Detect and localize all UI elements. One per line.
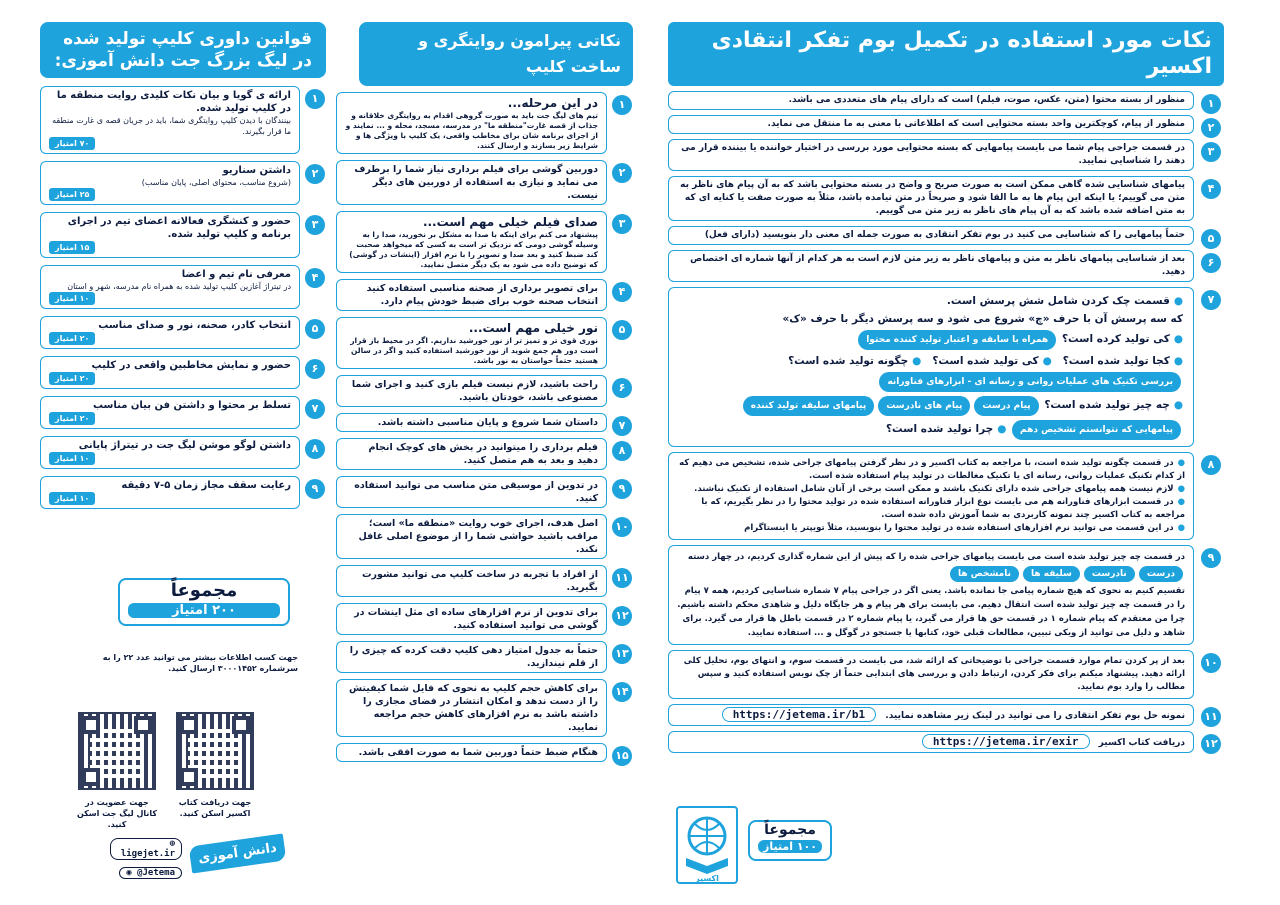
rule-detail: بینندگان با دیدن کلیپ روایتگری شما، باید در جریان قصه ی غارت منطقه ما قرار بگیرند. — [52, 116, 291, 136]
social-handle[interactable]: ◉ @Jetema — [119, 867, 182, 879]
tip-text: حتماً به جدول امتیاز دهی کلیپ دقت کرده که چیزی را از قلم نینداز‌ید. — [349, 645, 598, 669]
exir-logo-text: اکسیر — [695, 874, 719, 883]
canvas-tip-4 — [668, 176, 1215, 221]
website-link[interactable]: ⊕ ligejet.ir — [110, 838, 182, 860]
answer-tag: بررسی تکنیک های عملیات روانی و رسانه ای - ابزارهای فناورانه — [879, 372, 1181, 392]
channel-qr-code[interactable] — [78, 712, 156, 790]
rule-number: ۱ — [305, 89, 325, 109]
tip-title: نور خیلی مهم است... — [468, 321, 598, 335]
canvas-tip-2 — [668, 115, 1215, 134]
category-tag: سلیقه ها — [1023, 566, 1080, 582]
tip-number: ۱ — [1201, 94, 1221, 114]
answer-tag: پیامهای سلیقه تولید کننده — [743, 396, 874, 416]
rule-title: تسلط بر محتوا و داشتن فن بیان مناسب — [92, 400, 291, 411]
category-tag: نامشخص ها — [950, 566, 1019, 582]
tip-8-p1: در قسمت چگونه تولید شده است، با مراجعه به کتاب اکسیر و در نظر گرفتن پیامهای جراحی شده، تشخیص می دهیم که از کدام تکنیک عملیات روانی، رسانه ای یا تکنیک مغالطات در تولید پیام استفاده شده است. — [679, 458, 1185, 481]
tip-number: ۱۰ — [1201, 653, 1221, 673]
tip-number: ۲ — [1201, 118, 1221, 138]
tip-number: ۹ — [1201, 548, 1221, 568]
tip-number: ۸ — [1201, 455, 1221, 475]
canvas-tip-11 — [668, 704, 1218, 726]
judging-rule-2 — [40, 161, 319, 205]
at-icon: ◉ — [126, 868, 132, 878]
tip-number: ۹ — [612, 479, 632, 499]
tip-number: ۱۲ — [1201, 734, 1221, 754]
rule-number: ۹ — [305, 479, 325, 499]
tip-9-p2: تقسیم کنیم به نحوی که هیچ شماره پیامی جا نمانده باشد. یعنی اگر در جراحی پیام ۷ شماره شناسایی کردیم، همه ۷ پیام را در قسمت چه چیز تولید شده است انتقال دهیم. می بایست برای هر پیام و هر جایگاه دلیل و شاهدی محکم داشته باشیم. چرا من معتقدم که پیام شماره ۱ در قسمت حق ها قرار می گیرد، یا پیام شماره ۲ در قسمت باطل ها قرار می گیرد. برای شاهد و دلیل می توانید از ویکی تبیین، مطالعات قبلی خود، کتابها یا جستجو در گوگل و ... استفاده نمایید. — [677, 586, 1185, 638]
question-how: چگونه تولید شده است؟ — [788, 355, 909, 367]
score-badge: ۲۰ امتیاز — [49, 332, 95, 345]
tip-text: پیشنهاد می کنم برای اینکه با صدا به مشکل بر نخورید، صدا را به وسیله گوشی دومی که نزدیک تر است به کسی که میخواهد صحبت کند ضبط کنید و بعد صدا و تصویر را با نرم افزار (اینشات در گوشی) که توضیح داده می شود به یک دیگر متصل نمایید. — [349, 230, 598, 269]
tip-text: اصل هدف، اجرای خوب روایت «منطقه ما» است؛ مراقب باشید حواشی شما را از موضوع اصلی غافل نکند. — [358, 518, 598, 555]
question-who: کی تولید کرده است؟ — [1061, 333, 1170, 345]
storytelling-tip-12 — [336, 603, 629, 635]
rule-title: انتخاب کادر، صحنه، نور و صدای مناسب — [98, 320, 291, 331]
tip-text: نوری قوی تر و تمیز تر از نور خورشید نداریم. اگر در محیط باز قرار است دور هم جمع شوید از نور خورشید استفاده کنید و اگر در سالن هستید حتماً حواستان به نور باشد. — [350, 336, 598, 365]
canvas-tip-10 — [668, 650, 1218, 699]
social-links — [110, 835, 182, 879]
canvas-tip-9 — [668, 545, 1215, 645]
tip-text: فیلم برداری را میتوانید در بخش های کوچک انجام دهید و بعد به هم متصل کنید. — [368, 442, 598, 466]
tip-number: ۷ — [612, 416, 632, 436]
rule-number: ۳ — [305, 215, 325, 235]
rule-detail: در تیتراژ آغازین کلیپ تولید شده به همراه نام مدرسه، شهر و استان — [67, 282, 291, 291]
rule-number: ۵ — [305, 319, 325, 339]
question-where: کجا تولید شده است؟ — [1062, 355, 1170, 367]
tip-7-line2: که سه پرسش آن با حرف «چ» شروع می شود و سه پرسش دیگر با حرف «ک» — [782, 313, 1183, 325]
category-tag: نادرست — [1084, 566, 1135, 582]
tip-number: ۱ — [612, 95, 632, 115]
judging-rules-title — [40, 22, 326, 78]
judging-rule-8 — [40, 436, 319, 469]
answer-tag: پیام درست — [974, 396, 1038, 416]
storytelling-tip-7 — [336, 413, 626, 432]
score-badge: ۲۰ امتیاز — [49, 372, 95, 385]
tip-number: ۲ — [612, 163, 632, 183]
question-when: کی تولید شده است؟ — [932, 355, 1039, 367]
storytelling-tips-column — [336, 22, 633, 762]
category-tag: درست — [1139, 566, 1183, 582]
sms-info-note: جهت کسب اطلاعات بیشتر می توانید عدد ۲۲ را به سرشماره ۳۰۰۰۱۴۵۲ ارسال کنید. — [102, 653, 298, 673]
rule-title: ارائه ی گویا و بیان نکات کلیدی روایت منطقه ما در کلیپ تولید شده. — [56, 90, 291, 114]
judging-title-line2: در لیگ بزرگ جت دانش آموزی: — [54, 51, 312, 71]
tip-12-text: دریافت کتاب اکسیر — [1098, 738, 1185, 748]
tip-8-p3: در قسمت ابزارهای فناورانه هم می بایست نوع ابزار فناورانه استفاده شده در تولید محتوا را در نظر بگیریم، که با مراجعه به کتاب اکسیر چند نمونه کاربردی به شما آموزش داده شده است. — [701, 497, 1185, 520]
tip-7-line1: ●قسمت چک کردن شامل شش پرسش است. — [946, 295, 1183, 307]
rule-number: ۴ — [305, 268, 325, 288]
score-badge: ۱۵ امتیاز — [49, 241, 95, 254]
channel-qr-caption: جهت عضویت در کانال لیگ جت اسکن کنید. — [76, 798, 158, 829]
tip-number: ۳ — [1201, 142, 1221, 162]
canvas-tip-5 — [668, 226, 1215, 245]
tip-text: تیم های لیگ جت باید به صورت گروهی اقدام به روایتگری خلاقانه و جذاب از قصه غارت"منطقه ما" در مدرسه، مسجد، محله و ... نمایند و از اجرای برنامه شان برای مخاطب واقعی، یک کلیپ با ویژگی ها و شرایط زیر بسازند و ارسال کنند. — [345, 111, 598, 150]
judging-title-line1: قوانین داوری کلیپ تولید شده — [63, 29, 312, 49]
storytelling-tip-9 — [336, 476, 626, 508]
judging-rule-9 — [40, 476, 319, 509]
tip-number: ۱۳ — [612, 644, 632, 664]
rule-number: ۸ — [305, 439, 325, 459]
tip-number: ۱۱ — [612, 568, 632, 588]
judging-rules-column — [40, 22, 326, 509]
tip-text: داستان شما شروع و پایان مناسبی داشته باشد. — [377, 417, 598, 428]
canvas-tips-title: نکات مورد استفاده در تکمیل بوم تفکر انتقادی اکسیر — [668, 22, 1224, 86]
question-what: چه چیز تولید شده است؟ — [1044, 399, 1170, 411]
storytelling-tip-5 — [336, 317, 626, 369]
tip-8-p4: در این قسمت می توانید نرم افزارهای استفاده شده در تولید محتوا را بنویسید، مثلاً تویپتر یا اینستاگرام — [744, 523, 1174, 533]
answer-tag: پیام های نادرست — [878, 396, 970, 416]
storytelling-tip-1 — [336, 92, 626, 154]
rule-title: معرفی نام تیم و اعضا — [181, 269, 291, 280]
storytelling-tip-11 — [336, 565, 629, 597]
canvas-tip-12 — [668, 731, 1218, 753]
total-score: ۲۰۰ امتیاز — [128, 603, 280, 618]
storytelling-tips-title: نکاتی پیرامون روایتگری و ساخت کلیپ — [359, 22, 633, 86]
tip-text: بعد از شناسایی پیامهای ناظر به متن و پیامهای ناظر به زیر متن لازم است به هر کدام از آنها شماره ای اختصاص دهید. — [690, 254, 1185, 277]
tip-text: منظور از پیام، کوچکترین واحد بسته محتوایی است که اطلاعاتی با معنی به ما منتقل می نماید. — [767, 119, 1185, 129]
score-badge: ۲۵ امتیاز — [49, 188, 95, 201]
rule-title: حضور و کنشگری فعالانه اعضای تیم در اجرای برنامه و کلیپ تولید شده. — [67, 216, 291, 240]
judging-rule-6 — [40, 356, 319, 389]
total-score: ۱۰۰ امتیاز — [758, 840, 822, 853]
judging-rule-7 — [40, 396, 319, 429]
tip-number: ۵ — [1201, 229, 1221, 249]
globe-book-icon — [678, 808, 736, 882]
answer-tag: همراه با سابقه و اعتبار تولید کننده محتوا — [858, 330, 1056, 350]
tip-text: در تدوین از موسیقی متن مناسب می توانید استفاده کنید. — [354, 480, 598, 504]
sample-canvas-link[interactable]: https://jetema.ir/b1 — [722, 707, 876, 722]
score-badge: ۱۰ امتیاز — [49, 292, 95, 305]
judging-rule-4 — [40, 265, 319, 309]
tip-8-p2: لازم نیست همه پیامهای جراحی شده دارای تکنیک باشند و ممکن است برخی از آنان شامل استفاده از تکنیک نباشند. — [694, 484, 1174, 494]
canvas-total-score — [748, 820, 832, 861]
tip-text: دوربین گوشی برای فیلم برداری نیاز شما را برطرف می نماید و نیازی به استفاده از دوربین های دیگر نیست. — [354, 164, 598, 201]
score-badge: ۱۰ امتیاز — [49, 452, 95, 465]
tip-number: ۳ — [612, 214, 632, 234]
canvas-tip-1 — [668, 91, 1215, 110]
storytelling-tip-13 — [336, 641, 629, 673]
tip-number: ۱۰ — [612, 517, 632, 537]
tip-10-text: بعد از پر کردن تمام موارد قسمت جراحی با توضیحاتی که ارائه شد، می بایست در قسمت سوم، و انتهای بوم، تحلیل کلی ارائه دهید. پیشنهاد میکنم برای فکر کردن، ارتباط دادن و بررسی های ابتدایی حتماً از چک نویس استفاده کنید و سپس مطالب را وارد بوم نمایید. — [683, 656, 1185, 692]
storytelling-tip-6 — [336, 375, 626, 407]
judging-rule-3 — [40, 212, 319, 258]
canvas-tip-6 — [668, 250, 1215, 282]
rule-number: ۶ — [305, 359, 325, 379]
storytelling-tip-2 — [336, 160, 626, 205]
globe-icon: ⊕ — [169, 839, 175, 849]
exir-qr-caption: جهت دریافت کتاب اکسیر اسکن کنید. — [178, 798, 252, 818]
tip-number: ۱۲ — [612, 606, 632, 626]
judging-rule-1 — [40, 86, 319, 154]
storytelling-tip-8 — [336, 438, 626, 470]
tip-text: حتماً پیامهایی را که شناسایی می کنید در بوم تفکر انتقادی به صورت جمله ای معنی دار بنویسید (دارای فعل) — [704, 230, 1185, 240]
rule-title: داشتن سناریو — [222, 165, 291, 176]
exir-book-qr-code[interactable] — [176, 712, 254, 790]
tip-9-p1: در قسمت چه چیز تولید شده است می بایست پیامهای جراحی شده را که پیش از این شماره گذاری کردیم، در چهار دسته — [687, 552, 1185, 562]
tip-text: پیامهای شناسایی شده گاهی ممکن است به صورت صریح و واضح در بسته محتوایی باشد که به آن پیام های ناظر به متن می گوییم؛ یا اینکه این پیام ها به ما القا شود و صریحاً در متن نیامده باشد، مثلاً به صورت صفت یا کنایه ای که به متن اضافه شده باشد که به آن پیام های ناظر به زیر متن می گوییم. — [680, 180, 1185, 216]
canvas-tip-8: ۸ ●در قسمت چگونه تولید شده است، با مراجعه به کتاب اکسیر و در نظر گرفتن پیامهای جراحی شده، تشخیص می دهیم که از کدام تکنیک عملیات روانی، رسانه ای یا تکنیک مغالطات در تولید پیام استفاده شده است. ●لازم نیست همه پیامهای جراحی شده دارای تکنیک باشند و ممکن است برخی از آنان شامل استفاده از تکنیک نباشند. ●در قسمت ابزارهای فناورانه هم می بایست نوع ابزار فناورانه استفاده شده در تولید محتوا را در نظر بگیریم، که با مراجعه به کتاب اکسیر چند نمونه کاربردی به شما آموزش داده شده است. ●در این قسمت می توانید نرم افزارهای استفاده شده در تولید محتوا را بنویسید، مثلاً تویپتر یا اینستاگرام — [668, 452, 1194, 540]
exir-logo — [676, 806, 738, 884]
rule-number: ۲ — [305, 164, 325, 184]
tip-number: ۸ — [612, 441, 632, 461]
total-label: مجموعاً — [764, 822, 816, 838]
tip-number: ۱۴ — [612, 682, 632, 702]
storytelling-tip-4 — [336, 279, 626, 311]
tip-number: ۴ — [1201, 179, 1221, 199]
tip-title: در این مرحله... — [507, 96, 598, 110]
canvas-tips-column — [668, 22, 1224, 753]
tip-11-text: نمونه حل بوم تفکر انتقادی را می توانید در لینک زیر مشاهده نمایید. — [885, 711, 1185, 721]
canvas-tip-3 — [668, 139, 1215, 171]
rule-number: ۷ — [305, 399, 325, 419]
judging-total-score — [118, 578, 290, 626]
judging-rule-5 — [40, 316, 319, 349]
tip-text: برای تصویر برداری از صحنه مناسبی استفاده کنید انتخاب صحنه خوب برای ضبط خودش پیام دارد. — [366, 283, 598, 307]
storytelling-tip-14 — [336, 679, 629, 737]
league-jet-logo: دانش آموزی — [189, 834, 287, 874]
tip-number: ۶ — [1201, 253, 1221, 273]
rule-title: داشتن لوگو موشن لیگ جت در تیتراژ پایانی — [78, 440, 291, 451]
score-badge: ۷۰ امتیاز — [49, 137, 95, 150]
tip-number: ۷ — [1201, 290, 1221, 310]
question-why: چرا تولید شده است؟ — [885, 423, 994, 435]
storytelling-tip-3 — [336, 211, 626, 273]
tip-text: از افراد با تجربه در ساخت کلیپ می توانید مشورت بگیرید. — [361, 569, 598, 593]
tip-text: در قسمت جراحی پیام شما می بایست پیامهایی که بسته محتوایی مورد بررسی در اختیار خواننده یا بیننده قرار می دهند را شناسایی نمایید. — [681, 143, 1185, 166]
total-label: مجموعاً — [170, 580, 238, 601]
tip-number: ۶ — [612, 378, 632, 398]
storytelling-tip-10 — [336, 514, 629, 559]
tip-text: منظور از بسته محتوا (متن، عکس، صوت، فیلم) است که دارای پیام های متعددی می باشد. — [788, 95, 1185, 105]
tip-number: ۱۱ — [1201, 707, 1221, 727]
tip-text: هنگام ضبط حتماً دوربین شما به صورت افقی باشد. — [358, 747, 598, 758]
tip-text: برای تدوین از نرم افزارهای ساده ای مثل اینشات در گوشی می توانید استفاده کنید. — [354, 607, 598, 631]
canvas-tip-7: ۷ ●قسمت چک کردن شامل شش پرسش است. که سه پرسش آن با حرف «چ» شروع می شود و سه پرسش دیگر با حرف «ک» ●کی تولید کرده است؟ همراه با سابقه و اعتبار تولید کننده محتوا ●کجا تولید شده است؟ ●کی تولید شده است؟ ●چگونه تولید شده است؟ بررسی تکنیک های عملیات روانی و رسانه ای - ابزارهای فناورانه ●چه چیز تولید شده است؟ پیام درستپیام های نادرستپیامهای سلیقه تولید کننده پیامهایی که نتوانستم تشخیص دهم ●چرا تولید شده است؟ — [668, 287, 1194, 447]
answer-tag: پیامهایی که نتوانستم تشخیص دهم — [1012, 420, 1181, 440]
storytelling-tip-15 — [336, 743, 629, 762]
rule-detail: (شروع مناسب، محتوای اصلی، پایان مناسب) — [141, 178, 291, 187]
rule-title: حضور و نمایش مخاطبین واقعی در کلیپ — [91, 360, 291, 371]
rule-title: رعایت سقف مجاز زمان ۵-۷ دقیقه — [121, 480, 291, 491]
score-badge: ۲۰ امتیاز — [49, 412, 95, 425]
tip-number: ۵ — [612, 320, 632, 340]
score-badge: ۱۰ امتیاز — [49, 492, 95, 505]
tip-title: صدای فیلم خیلی مهم است... — [422, 215, 598, 229]
tip-number: ۱۵ — [612, 746, 632, 766]
tip-number: ۴ — [612, 282, 632, 302]
tip-text: برای کاهش حجم کلیپ به نحوی که فایل شما کیفیتش را از دست ندهد و امکان انتشار در فضای مجازی را داشته باشد به نرم افزارهای کاهش حجم مراجعه نمایید. — [348, 683, 598, 733]
tip-text: راحت باشید، لازم نیست فیلم بازی کنید و اجرای شما مصنوعی باشد، خودتان باشید. — [351, 379, 598, 403]
exir-book-link[interactable]: https://jetema.ir/exir — [922, 734, 1090, 749]
